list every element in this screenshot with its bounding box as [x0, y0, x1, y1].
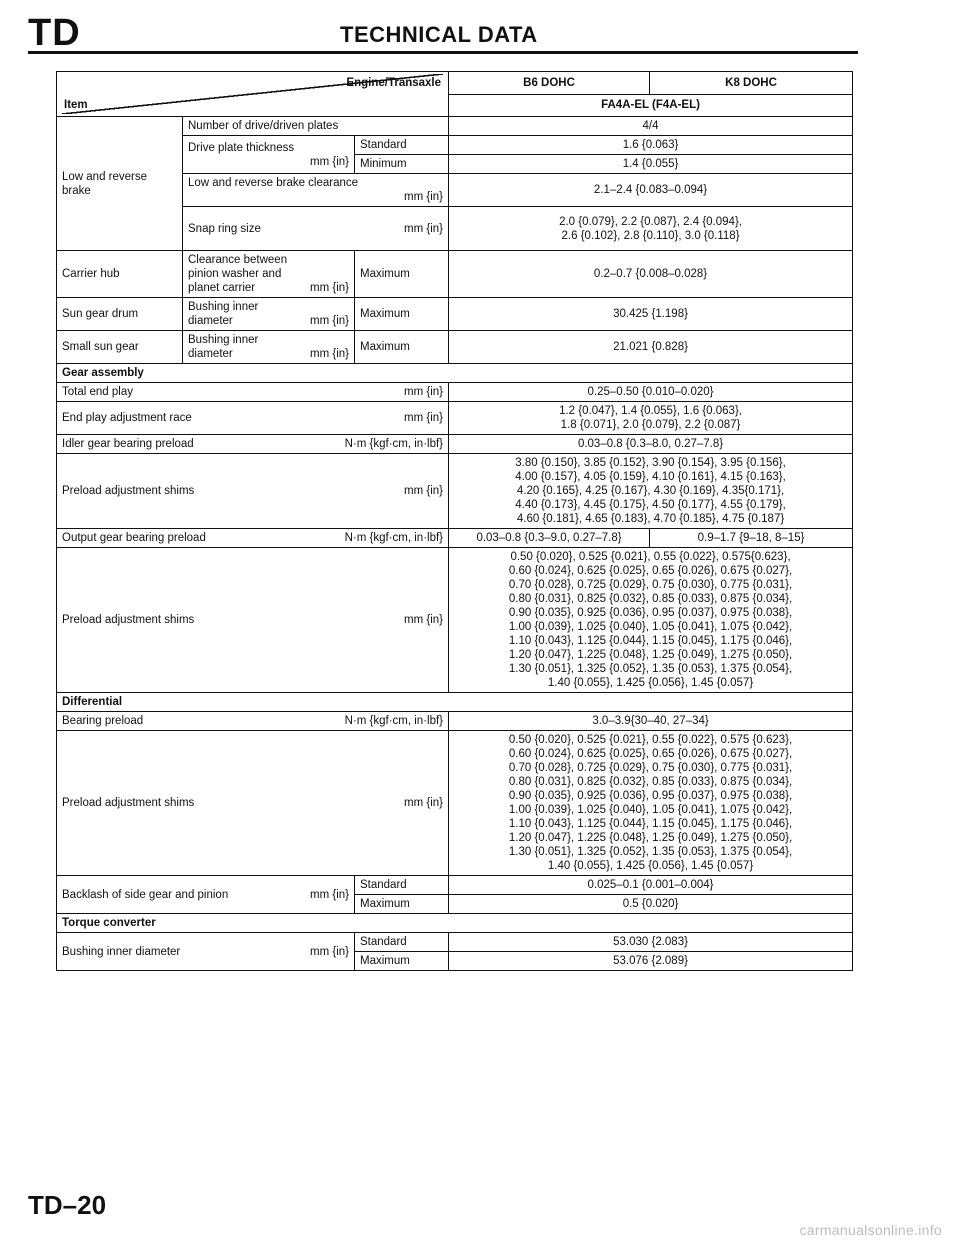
small-sun-sub-cell: [183, 331, 355, 364]
technical-data-table: [56, 71, 853, 971]
table-row: [57, 529, 853, 548]
snap-ring-value: [449, 207, 853, 251]
carrier-sub-line: planet carrier mm {in}: [188, 282, 349, 294]
output-b6-value: 0.03–0.8 {0.3–9.0, 0.27–7.8}: [449, 529, 650, 548]
tc-standard-value: 53.030 {2.083}: [449, 933, 853, 952]
shim-line: 1.30 {0.051}, 1.325 {0.052}, 1.35 {0.053}, 1.375 {0.054},: [508, 663, 793, 675]
output-label: Output gear bearing preload: [62, 532, 206, 544]
sun-drum-value: 30.425 {1.198}: [449, 298, 853, 331]
header-corner-cell: [57, 72, 449, 117]
sun-drum-qualifier: Maximum: [355, 298, 449, 331]
end-play-value: 0.25–0.50 {0.010–0.020}: [449, 383, 853, 402]
diff-shims-label: Preload adjustment shims: [62, 797, 195, 809]
thickness-label: Drive plate thickness: [188, 141, 295, 154]
table-row: [57, 435, 853, 454]
header-item: Item: [64, 99, 88, 111]
sun-drum-sub-cell: [183, 298, 355, 331]
shim-line: 3.80 {0.150}, 3.85 {0.152}, 3.90 {0.154}, 3.95 {0.156},: [515, 457, 786, 469]
table-row: [57, 731, 853, 876]
shim-line: 1.40 {0.055}, 1.425 {0.056}, 1.45 {0.057}: [547, 677, 754, 689]
tc-maximum-label: Maximum: [355, 952, 449, 971]
snap-ring-unit: mm {in}: [404, 222, 444, 235]
page-number: TD–20: [28, 1190, 107, 1220]
clearance-label-cell: [183, 174, 449, 207]
table-row: [57, 933, 853, 952]
shim-line: 1.10 {0.043}, 1.125 {0.044}, 1.15 {0.045}, 1.175 {0.046},: [508, 635, 793, 647]
race-value: [449, 402, 853, 435]
shim-line: 1.20 {0.047}, 1.225 {0.048}, 1.25 {0.049}, 1.275 {0.050},: [508, 649, 793, 661]
differential-heading: Differential: [57, 693, 853, 712]
end-play-label-cell: [57, 383, 449, 402]
carrier-unit: mm {in}: [310, 282, 349, 294]
race-value-line: 1.2 {0.047}, 1.4 {0.055}, 1.6 {0.063},: [559, 405, 742, 417]
shim-line: 0.70 {0.028}, 0.725 {0.029}, 0.75 {0.030}, 0.775 {0.031},: [508, 579, 793, 591]
standard-value: 1.6 {0.063}: [449, 136, 853, 155]
section-row: [57, 914, 853, 933]
shims2-label: Preload adjustment shims: [62, 614, 195, 626]
tc-bushing-unit: mm {in}: [310, 945, 349, 958]
diff-shims-unit: mm {in}: [404, 797, 444, 809]
race-value-line: 1.8 {0.071}, 2.0 {0.079}, 2.2 {0.087}: [560, 419, 741, 431]
backlash-label: Backlash of side gear and pinion: [62, 888, 229, 901]
shim-line: 0.80 {0.031}, 0.825 {0.032}, 0.85 {0.033}, 0.875 {0.034},: [508, 593, 793, 605]
output-unit: N·m {kgf·cm, in·lbf}: [344, 532, 444, 544]
thickness-label-cell: [183, 136, 355, 174]
shim-line: 0.60 {0.024}, 0.625 {0.025}, 0.65 {0.026}, 0.675 {0.027},: [508, 748, 793, 760]
table-row: [57, 402, 853, 435]
snap-ring-value-line: 2.6 {0.102}, 2.8 {0.110}, 3.0 {0.118}: [561, 229, 740, 242]
shim-line: 4.00 {0.157}, 4.05 {0.159}, 4.10 {0.161}, 4.15 {0.163},: [515, 471, 786, 483]
idler-unit: N·m {kgf·cm, in·lbf}: [344, 438, 444, 450]
section-row: [57, 693, 853, 712]
page-title: TECHNICAL DATA: [340, 22, 538, 47]
sun-gear-drum-label: Sun gear drum: [57, 298, 183, 331]
tc-maximum-value: 53.076 {2.089}: [449, 952, 853, 971]
tc-bushing-label-cell: [57, 933, 355, 971]
end-play-unit: mm {in}: [404, 386, 444, 398]
table-row: [57, 712, 853, 731]
shim-line: 0.90 {0.035}, 0.925 {0.036}, 0.95 {0.037}, 0.975 {0.038},: [508, 607, 793, 619]
shim-line: 1.10 {0.043}, 1.125 {0.044}, 1.15 {0.045}, 1.175 {0.046},: [508, 818, 793, 830]
minimum-value: 1.4 {0.055}: [449, 155, 853, 174]
shim-line: 4.40 {0.173}, 4.45 {0.175}, 4.50 {0.177}, 4.55 {0.179},: [515, 499, 786, 511]
shims2-unit: mm {in}: [404, 614, 444, 626]
bearing-value: 3.0–3.9{30–40, 27–34}: [449, 712, 853, 731]
shims2-label-cell: [57, 548, 449, 693]
shim-line: 4.60 {0.181}, 4.65 {0.183}, 4.70 {0.185}, 4.75 {0.187}: [516, 513, 785, 525]
table-row: [57, 298, 853, 331]
header-transaxle-model: FA4A-EL (F4A-EL): [449, 94, 853, 117]
shim-line: 0.70 {0.028}, 0.725 {0.029}, 0.75 {0.030}, 0.775 {0.031},: [508, 762, 793, 774]
shims1-label-cell: [57, 454, 449, 529]
backlash-standard-value: 0.025–0.1 {0.001–0.004}: [449, 876, 853, 895]
plates-value: 4/4: [449, 117, 853, 136]
bearing-label: Bearing preload: [62, 715, 144, 727]
clearance-value: 2.1–2.4 {0.083–0.094}: [449, 174, 853, 207]
title-rule: [28, 51, 858, 54]
header-engine-transaxle: Engine/Transaxle: [346, 77, 442, 89]
small-sun-value: 21.021 {0.828}: [449, 331, 853, 364]
torque-converter-heading: Torque converter: [57, 914, 853, 933]
backlash-maximum-label: Maximum: [355, 895, 449, 914]
shims1-label: Preload adjustment shims: [62, 485, 195, 497]
idler-value: 0.03–0.8 {0.3–8.0, 0.27–7.8}: [449, 435, 853, 454]
backlash-unit: mm {in}: [310, 888, 349, 901]
small-sun-sub-line: Bushing inner: [188, 334, 259, 346]
shim-line: 1.40 {0.055}, 1.425 {0.056}, 1.45 {0.057}: [547, 860, 754, 872]
end-play-label: Total end play: [62, 386, 133, 398]
shim-line: 0.80 {0.031}, 0.825 {0.032}, 0.85 {0.033}, 0.875 {0.034},: [508, 776, 793, 788]
carrier-sub-line: pinion washer and: [188, 268, 282, 280]
gear-assembly-heading: Gear assembly: [57, 364, 853, 383]
sun-drum-sub-line: Bushing inner: [188, 301, 259, 313]
carrier-sub-line: Clearance between: [188, 254, 288, 266]
shim-line: 1.20 {0.047}, 1.225 {0.048}, 1.25 {0.049}, 1.275 {0.050},: [508, 832, 793, 844]
header-k8-dohc: K8 DOHC: [650, 72, 853, 95]
output-label-cell: [57, 529, 449, 548]
small-sun-sub-line: diameter mm {in}: [188, 348, 349, 360]
tc-standard-label: Standard: [355, 933, 449, 952]
table-row: [57, 876, 853, 895]
header-b6-dohc: B6 DOHC: [449, 72, 650, 95]
tc-bushing-label: Bushing inner diameter: [62, 945, 181, 958]
shim-line: 0.50 {0.020}, 0.525 {0.021}, 0.55 {0.022}, 0.575{0.623},: [510, 551, 791, 563]
shim-line: 0.50 {0.020}, 0.525 {0.021}, 0.55 {0.022}, 0.575 {0.623},: [508, 734, 793, 746]
small-sun-qualifier: Maximum: [355, 331, 449, 364]
table-row: [57, 454, 853, 529]
table-row: [57, 117, 853, 136]
shims1-values: [449, 454, 853, 529]
shim-line: 1.00 {0.039}, 1.025 {0.040}, 1.05 {0.041}, 1.075 {0.042},: [508, 804, 793, 816]
sun-drum-sub-line: diameter mm {in}: [188, 315, 349, 327]
race-unit: mm {in}: [404, 412, 444, 424]
shim-line: 0.90 {0.035}, 0.925 {0.036}, 0.95 {0.037}, 0.975 {0.038},: [508, 790, 793, 802]
thickness-unit: mm {in}: [310, 155, 349, 168]
carrier-sub-cell: [183, 251, 355, 298]
carrier-value: 0.2–0.7 {0.008–0.028}: [449, 251, 853, 298]
shims1-unit: mm {in}: [404, 485, 444, 497]
standard-label: Standard: [355, 136, 449, 155]
shims2-values: [449, 548, 853, 693]
plates-label: Number of drive/driven plates: [183, 117, 449, 136]
section-code: TD: [28, 12, 81, 54]
minimum-label: Minimum: [355, 155, 449, 174]
backlash-standard-label: Standard: [355, 876, 449, 895]
clearance-label: Low and reverse brake clearance: [188, 177, 359, 189]
small-sun-gear-label: Small sun gear: [57, 331, 183, 364]
diff-shims-label-cell: [57, 731, 449, 876]
backlash-label-cell: [57, 876, 355, 914]
bearing-unit: N·m {kgf·cm, in·lbf}: [344, 715, 444, 727]
watermark: carmanualsonline.info: [799, 1222, 942, 1238]
sun-drum-unit: mm {in}: [310, 315, 349, 327]
table-row: [57, 331, 853, 364]
shim-line: 0.60 {0.024}, 0.625 {0.025}, 0.65 {0.026}, 0.675 {0.027},: [508, 565, 793, 577]
shim-line: 4.20 {0.165}, 4.25 {0.167}, 4.30 {0.169}, 4.35{0.171},: [516, 485, 785, 497]
snap-ring-label: Snap ring size: [188, 222, 261, 235]
diff-shims-values: [449, 731, 853, 876]
small-sun-unit: mm {in}: [310, 348, 349, 360]
table-row: [57, 383, 853, 402]
backlash-maximum-value: 0.5 {0.020}: [449, 895, 853, 914]
shim-line: 1.00 {0.039}, 1.025 {0.040}, 1.05 {0.041}, 1.075 {0.042},: [508, 621, 793, 633]
table-header-row: [57, 72, 853, 95]
snap-ring-label-cell: [183, 207, 449, 251]
idler-label-cell: [57, 435, 449, 454]
bearing-label-cell: [57, 712, 449, 731]
carrier-hub-label: Carrier hub: [57, 251, 183, 298]
low-reverse-brake-label: Low and reverse brake: [57, 117, 183, 251]
output-k8-value: 0.9–1.7 {9–18, 8–15}: [650, 529, 853, 548]
table-row: [57, 548, 853, 693]
race-label: End play adjustment race: [62, 412, 192, 424]
idler-label: Idler gear bearing preload: [62, 438, 194, 450]
race-label-cell: [57, 402, 449, 435]
snap-ring-value-line: 2.0 {0.079}, 2.2 {0.087}, 2.4 {0.094},: [559, 215, 742, 228]
table-row: [57, 251, 853, 298]
carrier-qualifier: Maximum: [355, 251, 449, 298]
clearance-unit: mm {in}: [404, 191, 444, 203]
section-row: [57, 364, 853, 383]
shim-line: 1.30 {0.051}, 1.325 {0.052}, 1.35 {0.053}, 1.375 {0.054},: [508, 846, 793, 858]
